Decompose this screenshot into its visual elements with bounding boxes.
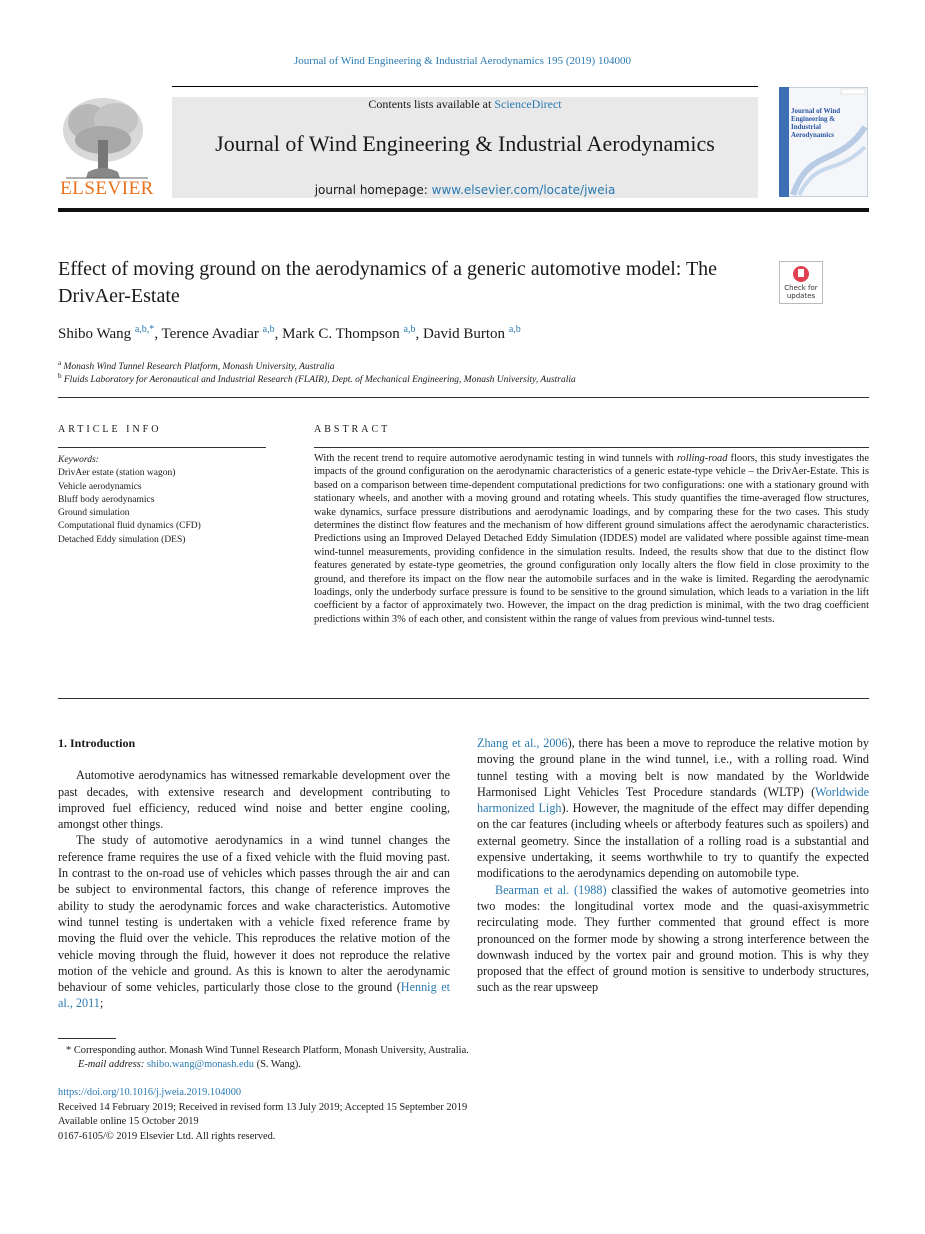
header-rule	[172, 86, 758, 87]
header-thick-rule	[58, 208, 869, 212]
author-affiliation-marks[interactable]: a,b	[508, 324, 521, 335]
abstract-text: With the recent trend to require automotive aerodynamic testing in wind tunnels with	[314, 453, 677, 464]
abstract-body	[314, 452, 869, 626]
affiliation-mark: a	[58, 359, 62, 367]
abstract-emphasis: rolling-road	[676, 453, 728, 464]
homepage-line	[172, 183, 758, 197]
body-column-right	[477, 735, 869, 996]
article-info-heading: ARTICLE INFO	[58, 424, 162, 435]
crossmark-label: Check for updates	[784, 284, 818, 300]
author-name: Terence Avadiar	[161, 326, 259, 342]
affiliation-b	[58, 372, 869, 385]
keyword-item: Computational fluid dynamics (CFD)	[58, 521, 201, 532]
footnote-mark: *	[66, 1045, 72, 1056]
email-owner: (S. Wang).	[254, 1059, 301, 1070]
keywords-block	[58, 454, 278, 547]
citation-link[interactable]: Hennig et al., 2011	[58, 980, 450, 1011]
email-label: E-mail address:	[78, 1059, 147, 1070]
homepage-prefix: journal homepage:	[314, 183, 432, 197]
section-rule	[58, 698, 869, 699]
paragraph	[477, 882, 869, 996]
copyright: 0167-6105/© 2019 Elsevier Ltd. All rights reserved.	[58, 1130, 276, 1142]
section-rule	[58, 397, 869, 398]
sciencedirect-link[interactable]: ScienceDirect	[494, 97, 562, 111]
keyword-item: Bluff body aerodynamics	[58, 494, 155, 505]
author-affiliation-marks[interactable]: a,b	[262, 324, 275, 335]
journal-name: Journal of Wind Engineering & Industrial Aerodynamics	[215, 131, 715, 156]
keyword-item: Detached Eddy simulation (DES)	[58, 534, 186, 545]
author-affiliation-marks[interactable]: a,b	[403, 324, 416, 335]
affiliation-a	[58, 359, 869, 372]
paragraph-text: classified the wakes of automotive geometries into two modes: the longitudinal vortex mode and the quasi-axisymmetric recirculating mode. They further commented that ground effect is more pronounced on the former mode by showing a strong interference between the downwash induced by the vortex pair and ground motion. This is why they proposed that the effect of ground motion is sensitive to underbody structures, such as the rear upsweep	[477, 882, 869, 995]
article-info-rule	[58, 447, 266, 448]
author-list	[58, 324, 869, 343]
abstract-heading: ABSTRACT	[314, 424, 391, 435]
citation-link[interactable]: Zhang et al., 2006	[477, 736, 568, 750]
author-name: Mark C. Thompson	[282, 326, 400, 342]
keywords-label: Keywords:	[58, 455, 99, 465]
publisher-wordmark: ELSEVIER	[60, 178, 154, 199]
section-heading: 1. Introduction	[58, 736, 136, 750]
author-affiliation-marks[interactable]: a,b,*	[134, 324, 155, 335]
affiliation-text: Monash Wind Tunnel Research Platform, Monash University, Australia	[63, 362, 335, 373]
author-separator: ,	[154, 326, 162, 342]
author-separator: ,	[415, 326, 423, 342]
email-footnote	[58, 1058, 889, 1073]
citation-link[interactable]: Worldwide harmonized Ligh	[477, 784, 869, 816]
paragraph	[477, 735, 869, 882]
elsevier-logo	[58, 90, 156, 200]
journal-reference[interactable]: Journal of Wind Engineering & Industrial Aerodynamics 195 (2019) 104000	[294, 55, 631, 67]
cover-title: Journal of Wind Engineering & Industrial Aerodynamics	[791, 107, 841, 139]
paragraph-text: ). However, the magnitude of the effect may differ depending on the car features (including wheels or afterbody features such as spoilers) and external geometry. Since the installation of a rolling road is a substantial and expensive undertaking, it seems worthwhile to try to quantify the expected modifications to the aerodynamics depending on automobile type.	[477, 801, 869, 881]
keyword-item: DrivAer estate (station wagon)	[58, 468, 176, 479]
keyword-item: Ground simulation	[58, 508, 130, 519]
available-online: Available online 15 October 2019	[58, 1116, 199, 1127]
abstract-text: floors, this study investigates the impacts of the ground configuration on the aerodynamic characteristics of a generic estate-type vehicle – the DrivAer-Estate. This is based on a comparison between time-dependent computational predictions for two configurations: one with a stationary ground with stationary wheels, and another with a moving ground and rotating wheels. This study quantifies the time-averaged flow structures, wake dynamics, surface pressure distributions and aerodynamic loadings, and by comparing these for the two cases. This study determines the distinct flow features and the mechanism of how different ground simulations affect the aerodynamic characteristics. Predictions using an Improved Delayed Detached Eddy Simulation (IDDES) model are validated where possible against time-mean wind-tunnel measurements, providing confidence in the simulation results. Indeed, the results show that due to the distinct flow features generated by estate-type geometries, the ground configuration only locally alters the flow field in close proximity to the ground, and therefore its impact on the flow near the automobile surfaces and in the wake is limited. Regarding the aerodynamic loadings, only the underbody surface pressure is found to be sensitive to the ground simulation, which leads to a variation in the lift coefficient by a factor of approximately two. However, the impact on the drag prediction is minimal, with the two drag coefficient predictions within 3% of each other, and consistent within the range of values from previous wind-tunnel tests.	[314, 453, 869, 625]
author-separator: ,	[274, 326, 283, 342]
email-link[interactable]: shibo.wang@monash.edu	[146, 1059, 255, 1070]
paragraph	[58, 832, 450, 1011]
article-title: Effect of moving ground on the aerodynamics of a generic automotive model: The DrivAer-Estate	[58, 258, 718, 307]
paragraph-text: ;	[99, 996, 104, 1011]
journal-cover[interactable]	[779, 87, 868, 197]
paragraph-text: The study of automotive aerodynamics in a wind tunnel changes the reference frame requires the use of a fixed vehicle with the fluid moving past. In contrast to the on-road use of vehicles which passes through the air and can be subject to environmental factors, this change of reference improves the ability to study the aerodynamic forces and wake characteristics. Automotive wind tunnel testing is undertaken with a vehicle fixed reference frame by moving the fluid over the vehicle. This reproduces the relative motion of the vehicle moving through the fluid, however it does not reproduce the relative motion of the vehicle and ground. As this is known to alter the aerodynamic behaviour of some vehicles, particularly those close to the ground (	[58, 833, 450, 995]
affiliation-text: Fluids Laboratory for Aeronautical and Industrial Research (FLAIR), Dept. of Mechanical Engineering, Monash University, Australia	[63, 375, 576, 386]
doi-link[interactable]: https://doi.org/10.1016/j.jweia.2019.104000	[58, 1087, 242, 1098]
body-column-left	[58, 735, 450, 1012]
footnote-text: Corresponding author. Monash Wind Tunnel Research Platform, Monash University, Australia.	[73, 1045, 469, 1056]
affiliation-mark: b	[58, 372, 62, 380]
cover-image-icon	[779, 87, 868, 197]
footnote-rule	[58, 1038, 116, 1039]
homepage-link[interactable]: www.elsevier.com/locate/jweia	[431, 183, 616, 197]
author-name: David Burton	[422, 326, 506, 342]
crossmark-badge[interactable]	[779, 261, 823, 304]
keyword-item: Vehicle aerodynamics	[58, 481, 142, 492]
citation-link[interactable]: Bearman et al. (1988)	[495, 882, 607, 897]
author-name: Shibo Wang	[58, 326, 132, 342]
abstract-rule	[314, 447, 869, 448]
paragraph-text: ), there has been a move to reproduce the relative motion by moving the ground plane in the wind tunnel, i.e., with a rolling road. Wind tunnel testing with a moving belt is now mandated by the Worldwide Harmonised Light Vehicles Test Procedure standards (WLTP) (	[477, 736, 869, 799]
contents-line	[172, 97, 758, 112]
paragraph: Automotive aerodynamics has witnessed remarkable development over the past decades, with extensive research and development contributing to improved fuel efficiency, reduced wind noise and better engine cooling, amongst other things.	[58, 768, 450, 832]
received-dates: Received 14 February 2019; Received in revised form 13 July 2019; Accepted 15 September 2019	[58, 1101, 468, 1113]
corresponding-footnote	[58, 1044, 869, 1059]
article-metadata	[58, 1086, 869, 1144]
crossmark-icon	[793, 266, 809, 282]
contents-prefix: Contents lists available at	[368, 97, 495, 111]
